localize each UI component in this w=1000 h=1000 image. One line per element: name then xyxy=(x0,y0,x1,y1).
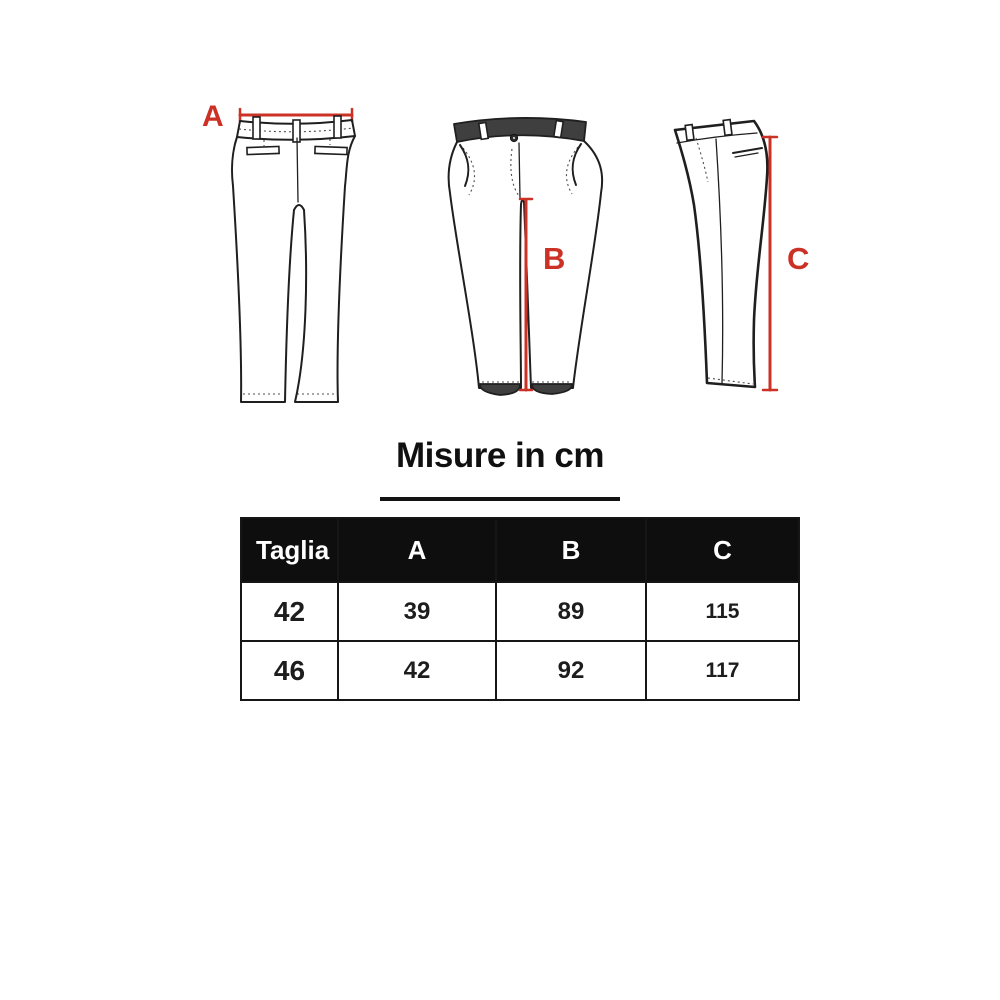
cell-b-value: 89 xyxy=(496,582,646,641)
back-pocket xyxy=(315,146,347,154)
cell-size: 46 xyxy=(241,641,338,700)
header-cell-b: B xyxy=(496,518,646,582)
hem-shadow xyxy=(532,384,572,394)
size-table xyxy=(240,517,800,701)
table-row xyxy=(241,582,799,641)
waistband xyxy=(454,118,586,142)
measure-label-a: A xyxy=(202,100,224,133)
cell-b-value: 92 xyxy=(496,641,646,700)
pants-back-view-drawing xyxy=(205,90,380,415)
measure-label-b: B xyxy=(543,241,566,276)
measure-label-c: C xyxy=(787,241,810,276)
back-pants-outline xyxy=(232,116,355,402)
cell-c-value: 115 xyxy=(646,582,799,641)
belt-loop xyxy=(685,125,694,141)
page-title: Misure in cm xyxy=(396,436,604,475)
hem-shadow xyxy=(480,384,520,395)
back-pocket xyxy=(247,146,279,154)
belt-loop xyxy=(479,122,488,139)
header-cell-c: C xyxy=(646,518,799,582)
cell-a-value: 39 xyxy=(338,582,496,641)
side-pocket xyxy=(573,144,581,185)
header-cell-taglia: Taglia xyxy=(241,518,338,582)
pants-side-view-drawing xyxy=(650,105,825,405)
belt-loop xyxy=(554,121,563,138)
cell-a-value: 42 xyxy=(338,641,496,700)
pants-front-view-drawing xyxy=(438,98,608,403)
belt-loop xyxy=(723,120,732,136)
belt-loop xyxy=(334,116,341,138)
title-underline xyxy=(380,497,620,501)
fly-seam xyxy=(519,143,520,198)
side-pocket xyxy=(460,145,468,186)
header-cell-a: A xyxy=(338,518,496,582)
side-pants-outline xyxy=(675,120,767,387)
cell-c-value: 117 xyxy=(646,641,799,700)
cell-size: 42 xyxy=(241,582,338,641)
table-row xyxy=(241,641,799,700)
belt-loop xyxy=(253,117,260,139)
table-header-row xyxy=(241,518,799,582)
